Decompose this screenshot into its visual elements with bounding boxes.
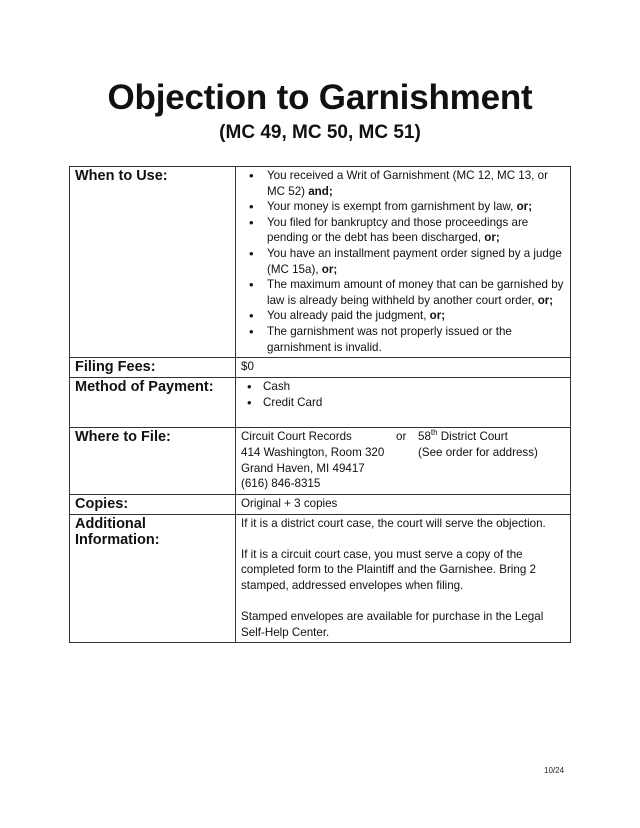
row-additional-information <box>70 514 571 643</box>
additional-information-value <box>236 514 571 643</box>
list-item: • You already paid the judgment, or; <box>267 308 566 324</box>
when-to-use-label: When to Use: <box>70 167 236 358</box>
filing-fees-value: $0 <box>236 358 571 378</box>
copies-label: Copies: <box>70 494 236 514</box>
info-table <box>69 166 571 643</box>
list-item: • The garnishment was not properly issued or the garnishment is invalid. <box>267 324 566 355</box>
page-number: 10/24 <box>544 766 565 775</box>
list-item: • You filed for bankruptcy and those proceedings are pending or the debt has been discharged, or; <box>267 215 566 246</box>
paragraph: If it is a district court case, the court will serve the objection. <box>241 516 546 530</box>
row-filing-fees <box>70 358 571 378</box>
district-court-name: 58th District Court <box>418 428 508 444</box>
when-to-use-value <box>236 167 571 358</box>
row-where-to-file <box>70 428 571 494</box>
list-item: • You have an installment payment order signed by a judge (MC 15a), or; <box>267 246 566 277</box>
address-line <box>241 429 566 445</box>
where-to-file-value <box>236 428 571 494</box>
filing-fees-label: Filing Fees: <box>70 358 236 378</box>
paragraph: Stamped envelopes are available for purchase in the Legal Self-Help Center. <box>241 610 544 639</box>
form-codes-subtitle: (MC 49, MC 50, MC 51) <box>219 122 421 143</box>
row-method-of-payment <box>70 378 571 428</box>
payment-list <box>241 379 566 410</box>
list-item: • You received a Writ of Garnishment (MC 12, MC 13, or MC 52) and; <box>267 168 566 199</box>
district-court-note: (See order for address) <box>418 445 538 459</box>
circuit-court-name: Circuit Court Records <box>241 430 352 444</box>
list-item: • The maximum amount of money that can be garnished by law is already being withheld by another court order, or; <box>267 277 566 308</box>
paragraph: If it is a circuit court case, you must serve a copy of the completed form to the Plaintiff and the Garnishee. Bring 2 stamped, addressed envelopes when filing. <box>241 547 536 593</box>
list-item: • Credit Card <box>263 395 566 411</box>
circuit-court-street: 414 Washington, Room 320 <box>241 445 385 459</box>
list-item: • Cash <box>263 379 566 395</box>
circuit-court-phone: (616) 846-8315 <box>241 477 321 491</box>
method-of-payment-label: Method of Payment: <box>70 378 236 428</box>
copies-value: Original + 3 copies <box>236 494 571 514</box>
when-to-use-list <box>241 168 566 355</box>
address-line <box>241 445 566 461</box>
list-item: • Your money is exempt from garnishment by law, or; <box>267 199 566 215</box>
or-separator: or <box>396 430 407 444</box>
row-copies <box>70 494 571 514</box>
method-of-payment-value <box>236 378 571 428</box>
circuit-court-city: Grand Haven, MI 49417 <box>241 461 365 475</box>
page-title: Objection to Garnishment <box>107 78 533 117</box>
row-when-to-use <box>70 167 571 358</box>
additional-information-label: Additional Information: <box>70 514 236 643</box>
where-to-file-label: Where to File: <box>70 428 236 494</box>
